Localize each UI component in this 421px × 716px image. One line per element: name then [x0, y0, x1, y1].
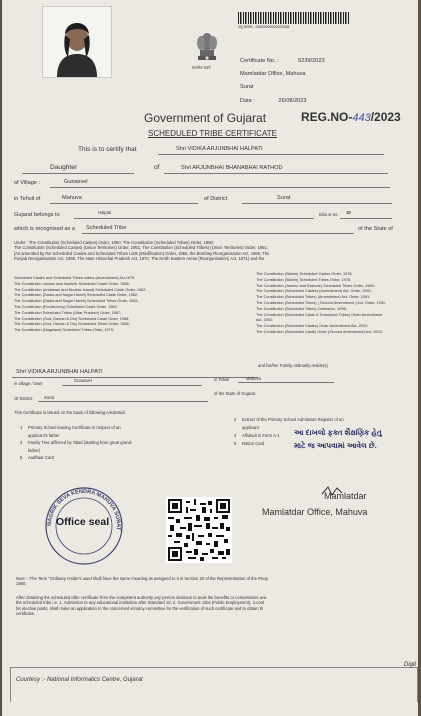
orders-left: Scheduled Castes and Scheduled Tribes orders (Amendment) Act,1976 The Constitution Jammu and Kashmir Scheduled Caste Order, 1956; The Constitution (Andaman and Nicobar Island) Scheduled Caste Order, 1962; The Constitution (Dadra and Nagar Haveli) Scheduled Caste Order, 1962; The Constitution (Dadra and Nagar Haveli) Scheduled Tribes Order, 1962; The Constitution (Pondicherry) Scheduled Caste Order, 1964; The Constitution Scheduled Tribes (Uttar Pradesh) Order, 1967; The Constitution (Goa, Daman & Diu) Scheduled Caste Order, 1968; The Constitution (Goa, Daman & Diu) Scheduled Tribes Order, 1968; The Constitution (Nagaland) Scheduled Tribes Order, 1970;: [14, 276, 147, 333]
orders-right: The Constitution (Sikkim) Scheduled Castes Order, 1978; The Constitution (Sikkim) Scheduled Tribes Order, 1978; The Constitution (Jammu and Kashmir) Scheduled Tribes Order, 1989; The Constitution (Scheduled Castes) (Amendment) Act, Order, 1990; The Constitution (Scheduled Tribes) (Amendment) Act, Order, 1991; The Constitution (Scheduled Tribes) ( Second Amendment ) Act, Order, 1991; The Constitution (Scheduled Tribes) Ordinance, 1996; The Constitution (Scheduled Caste & Scheduled Tribes) Order Amendment Act, 2002; The Constitution (Scheduled Castes) Order Amendment Act, 2002; The Constitution (Scheduled Caste) Order (Second Amendment) Act, 2002;: [256, 272, 387, 334]
resident-tehsil: Mahuva: [246, 376, 261, 381]
resident-suffix: and his/her Family ordinarily reside(s): [258, 363, 328, 368]
tehsil: Mahuva: [62, 195, 82, 201]
certificate-no-label: Certificate No. :: [240, 58, 279, 64]
stamp-line-2: માટે જ આપવામાં આવેલ છે.: [294, 441, 377, 450]
barcode: [238, 12, 350, 24]
recognised-label: which is recognised as a: [14, 226, 75, 232]
state-gujarat: of the State of Gujarat.: [214, 391, 257, 396]
date-label: Date :: [240, 98, 255, 104]
resident-name: Shri VIDIKA ARJUNBHAI HALPATI: [16, 369, 103, 375]
state-emblem: [192, 28, 222, 72]
resident-district: Surat: [44, 395, 55, 400]
father-name: Shri ARJUNBHAI BHANABHAI RATHOD: [181, 165, 283, 171]
ofdistrict-label: Of District: [14, 396, 33, 401]
digital-mark: Digit: [404, 662, 417, 668]
certificate-no: 5239/2023: [298, 58, 325, 64]
reg-no-handwritten: 443: [352, 112, 371, 124]
daughter-label: Daughter: [50, 164, 78, 171]
district: Surat: [277, 195, 291, 201]
qr-code: [166, 497, 232, 563]
seal-text: Office seal: [56, 516, 110, 528]
tribe-sr-label: tribe,sr.no.: [319, 212, 339, 217]
office-seal: [44, 486, 124, 566]
after-block: After obtaining the scheduled tribe certificate from the competent authority any person desirous to avail the benefits or concessions ava the scheduled tribe i.e. 1. Admission to any educational institution after Standard 10, 2. Government Jobs (Public Employment), 3.cont for elective posts, shall make an application to the concerned scrutiny committee for the verification of such certificate and to obtain th certificate.: [16, 595, 267, 617]
stamp-line-1: આ દાખલો ફક્ત શૈક્ષણિક હેતુ: [294, 428, 382, 437]
courtesy: Courtesy :- National Informatics Centre, Gujarat: [16, 677, 143, 683]
credentials-right: 2 Extract of the Primary School Admission Register of an applicant 4 Affidavit in Form A-1 6 Ration Card: [234, 417, 344, 446]
mamlatdar-label: Mamlatdar: [324, 491, 367, 501]
credentials-left: 1 Primary School leaving Certificate in respect of an applicant's father 3 Family Tree affirmed by Talati (starting from great grand- father) 5 Aadhaar Card: [20, 425, 133, 460]
district-label: of District: [204, 196, 228, 202]
note-block: Note :- The Term "Ordinary reside's used shall have the same meaning as assigned to it in Section 20 of the Representation of the Peop 1950.: [16, 576, 268, 587]
office-top: Mamlatdar Office, Mahuva: [240, 71, 306, 77]
tehsil-label: in Tehsil of: [14, 196, 41, 202]
resident-village: Gunasvel: [74, 378, 92, 383]
certify-text: This is to certify that: [78, 146, 137, 153]
holder-name: Shri VIDIKA ARJUNBHAI HALPATI: [176, 146, 263, 152]
recognised-value: Scheduled Tribe: [86, 225, 127, 231]
government-heading: Government of Gujarat: [144, 111, 267, 125]
tribe-sr: 10: [346, 210, 351, 215]
under-block: Under : The Constitution (Scheduled Castes) Order, 1950; The Constitution (Scheduled Tribes) Order, 1950; The Constitution (Scheduled Castes) (Union Territories) Order, 1951; The Constitution (Scheduled Tribes) (Union Territories) Order, 1951; [As amended by the Scheduled Castes and Scheduled Tribes Lists (Modification) Order, 1956, the Bombay Reorganisation Act, 1960, The Punjab Reorganisation Act, 1966, The state Himachal Pradesh Act, 1970, The North Eastern Areas (Reorganisation) Act, 1971) and the: [14, 240, 270, 262]
state-label: of the State of: [358, 226, 393, 232]
of-label: of: [154, 164, 160, 171]
reg-no-year: /2023: [370, 110, 401, 124]
village: Gunasvel: [64, 179, 88, 185]
office-city: Surat: [240, 84, 254, 90]
seal-ring-text: NAGRIK SEVA KENDRA MAHUVA SURAT: [46, 488, 122, 531]
belongs-label: Gujarat belongs to: [14, 212, 60, 218]
village-label: of Village :: [14, 180, 41, 186]
intehsil-label: in Tehsil: [214, 377, 230, 382]
mamlatdar-office: Mamlatdar Office, Mahuva: [262, 507, 368, 517]
invillage-label: in village / town: [14, 381, 43, 386]
basis-text: This Certificate is issued on the basis of following credential:: [14, 410, 126, 415]
applicant-photo: [42, 6, 112, 78]
certificate-title: SCHEDULED TRIBE CERTIFICATE: [148, 129, 277, 138]
barcode-number: अनु क्रमांक : 23809000000023938: [238, 25, 290, 29]
emblem-caption: सत्यमेव जयते: [192, 66, 211, 70]
tribe-name: Halpati: [98, 210, 112, 215]
issue-date: 26/08/2023: [278, 98, 307, 104]
certificate-page: [2, 0, 418, 716]
footer-frame: [10, 667, 418, 702]
reg-no-label: REG.NO-: [301, 110, 353, 124]
